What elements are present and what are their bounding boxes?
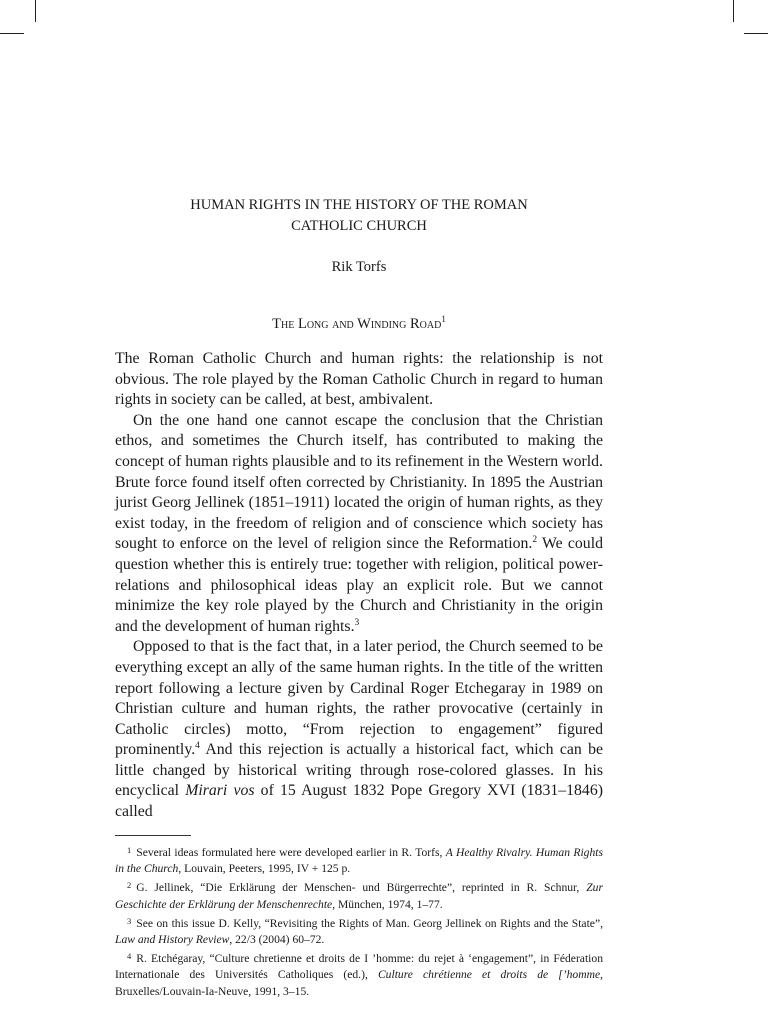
paragraph-text: Opposed to that is the fact that, in a later period, the Church seemed to be everything except an ally of the same human rights. In the title of the written report following a lecture given by Cardinal Roger Etchegaray in 1989 on Christian culture and human rights, the rather provocative (certainly in Catholic circles) motto, “From rejection to engagement” figured prominently. [115, 638, 603, 759]
footnote-number: 1 [127, 845, 132, 855]
footnote-italic: Culture chrétienne et droits de [’homme [377, 968, 601, 982]
footnote-ref: 3 [354, 617, 360, 628]
footnote [115, 877, 603, 912]
footnote [115, 948, 603, 1000]
footnote-text: , 22/3 (2004) 60–72. [229, 933, 325, 947]
crop-mark-left-vertical [35, 0, 36, 22]
footnote-text: , Louvain, Peeters, 1995, IV + 125 p. [178, 862, 351, 876]
footnote-number: 3 [127, 915, 132, 926]
paragraph-text: of 15 August 1832 Pope Gregory XVI (1831–1846) called [115, 782, 603, 821]
paragraph [115, 637, 603, 822]
footnote-italic: A Healthy Rivalry. Human Rights in the Church [115, 846, 603, 876]
footnote-ref: 1 [441, 314, 446, 324]
crop-mark-right-vertical [733, 0, 734, 22]
footnote-italic: Law and History Review [115, 933, 230, 947]
footnote-text: R. Etchégaray, “Culture chretienne et droits de I ’homme: du rejet à ‘engagement”, in Féderation Internationale des Universités Catholiques (ed.), [115, 952, 603, 982]
footnote-ref: 2 [532, 535, 538, 546]
footnote-ref: 4 [195, 741, 200, 752]
title-line-2: CATHOLIC CHURCH [291, 218, 427, 234]
paragraph-text: We could question whether this is entirely true: together with religion, political power-relations and philosophical ideas play an explicit role. But we cannot minimize the key role played by the Church and Christianity in the origin and the development of human rights. [115, 535, 603, 635]
section-heading-text: The Long and Winding Road [272, 316, 442, 332]
footnote-text: , München, 1974, 1–77. [332, 897, 443, 911]
paragraph [115, 411, 603, 638]
footnote-text: G. Jellinek, “Die Erklärung der Menschen- und Bürgerrechte”, reprinted in R. Schnur, [136, 881, 587, 895]
footnotes [115, 842, 603, 1000]
footnote-text: Several ideas formulated here were developed earlier in R. Torfs, [136, 846, 446, 859]
footnote [115, 842, 603, 877]
crop-mark-left-horizontal [0, 33, 24, 34]
footnote-text: See on this issue D. Kelly, “Revisiting the Rights of Man. Georg Jellinek on Rights and the State”, [136, 916, 603, 930]
footnote [115, 913, 603, 948]
section-heading [115, 309, 603, 335]
article-title [115, 195, 603, 237]
crop-mark-right-horizontal [744, 33, 768, 34]
paragraph-text: The Roman Catholic Church and human rights: the relationship is not obvious. The role played by the Roman Catholic Church in regard to human rights in society can be called, at best, ambivalent. [115, 350, 603, 409]
italic-title: Mirari vos [185, 782, 255, 800]
paragraph-text: And this rejection is actually a historical fact, which can be little changed by historical writing through rose-colored glasses. In his encyclical [115, 741, 603, 800]
footnote-number: 2 [127, 880, 132, 891]
paragraph-text: On the one hand one cannot escape the conclusion that the Christian ethos, and sometimes the Church itself, has contributed to making the concept of human rights plausible and to its refinement in the Western world. Brute force found itself often corrected by Christianity. In 1895 the Austrian jurist Georg Jellinek (1851–1911) located the origin of human rights, as they exist today, in the freedom of religion and of conscience which society has sought to enforce on the level of religion since the Reformation. [115, 411, 603, 553]
body-text [115, 349, 603, 823]
footnote-italic: Zur Geschichte der Erklärung der Menschenrechte [115, 881, 603, 911]
footnote-text: , Bruxelles/Louvain-Ia-Neuve, 1991, 3–15. [115, 968, 604, 998]
title-line-1: HUMAN RIGHTS IN THE HISTORY OF THE ROMAN [190, 197, 528, 213]
author-name: Rik Torfs [331, 259, 387, 275]
footnote-divider [115, 835, 191, 836]
footnote-number: 4 [127, 951, 132, 962]
paragraph [115, 349, 603, 411]
